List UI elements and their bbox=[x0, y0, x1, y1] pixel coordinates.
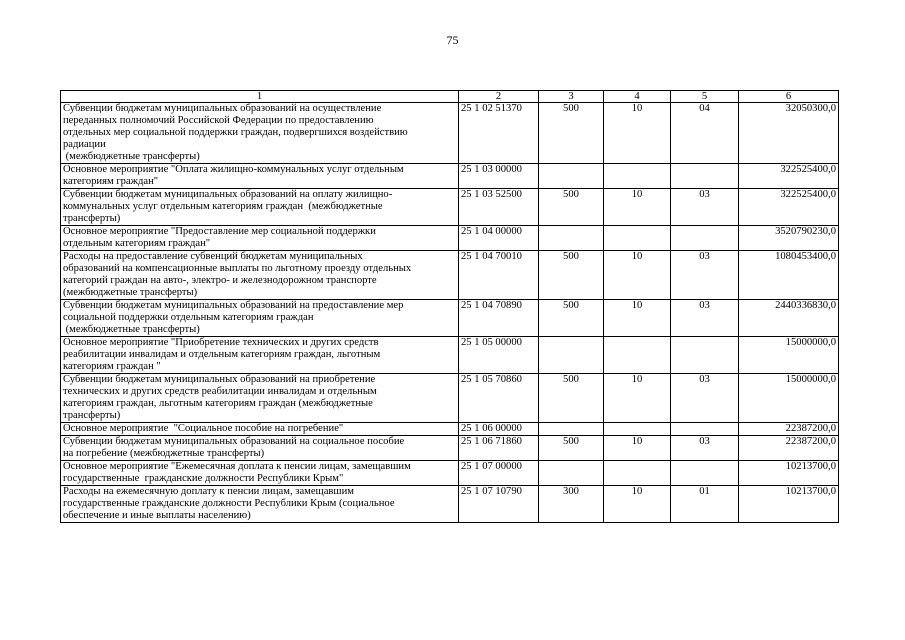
row-code: 25 1 06 71860 bbox=[459, 436, 539, 461]
row-description bbox=[61, 226, 459, 251]
row-description bbox=[61, 436, 459, 461]
row-col-5: 03 bbox=[671, 436, 739, 461]
row-col-3: 500 bbox=[539, 251, 604, 300]
table-row bbox=[61, 189, 839, 226]
row-col-3: 500 bbox=[539, 103, 604, 164]
row-col-3: 500 bbox=[539, 374, 604, 423]
table-row bbox=[61, 461, 839, 486]
row-amount: 322525400,0 bbox=[739, 189, 839, 226]
row-col-3: 300 bbox=[539, 486, 604, 523]
table-row bbox=[61, 103, 839, 164]
description-line: (межбюджетные трансферты) bbox=[63, 287, 198, 298]
description-line: технических и других средств реабилитации инвалидам и отдельным bbox=[63, 386, 377, 397]
header-col-4: 4 bbox=[604, 91, 671, 103]
row-code: 25 1 06 00000 bbox=[459, 423, 539, 436]
description-line: Субвенции бюджетам муниципальных образований на социальное пособие bbox=[63, 436, 405, 447]
description-line: трансферты) bbox=[63, 213, 121, 224]
header-col-2: 2 bbox=[459, 91, 539, 103]
header-col-1: 1 bbox=[61, 91, 459, 103]
row-col-3: 500 bbox=[539, 300, 604, 337]
row-col-5 bbox=[671, 461, 739, 486]
description-line: Основное мероприятие "Ежемесячная доплата к пенсии лицам, замещавшим bbox=[63, 461, 411, 472]
row-col-3: 500 bbox=[539, 189, 604, 226]
row-amount: 3520790230,0 bbox=[739, 226, 839, 251]
row-code: 25 1 03 00000 bbox=[459, 164, 539, 189]
description-line: Основное мероприятие "Приобретение технических и других средств bbox=[63, 337, 379, 348]
table-row bbox=[61, 226, 839, 251]
description-line: Субвенции бюджетам муниципальных образований на предоставление мер bbox=[63, 300, 404, 311]
row-description bbox=[61, 251, 459, 300]
row-description bbox=[61, 423, 459, 436]
description-line: обеспечение и иные выплаты населению) bbox=[63, 510, 251, 521]
row-col-5: 04 bbox=[671, 103, 739, 164]
description-line: отдельных мер социальной поддержки граждан, подвергшихся воздействию bbox=[63, 127, 408, 138]
table-row bbox=[61, 300, 839, 337]
row-amount: 2440336830,0 bbox=[739, 300, 839, 337]
description-line: (межбюджетные трансферты) bbox=[63, 151, 200, 162]
description-line: коммунальных услуг отдельным категориям граждан (межбюджетные bbox=[63, 201, 383, 212]
table-row bbox=[61, 486, 839, 523]
description-line: категориям граждан, льготным категориям граждан (межбюджетные bbox=[63, 398, 373, 409]
row-col-4: 10 bbox=[604, 374, 671, 423]
row-amount: 15000000,0 bbox=[739, 374, 839, 423]
table-row bbox=[61, 164, 839, 189]
description-line: реабилитации инвалидам и отдельным категориям граждан, льготным bbox=[63, 349, 381, 360]
row-code: 25 1 05 00000 bbox=[459, 337, 539, 374]
table-row bbox=[61, 374, 839, 423]
row-description bbox=[61, 486, 459, 523]
row-amount: 10213700,0 bbox=[739, 486, 839, 523]
row-col-5: 03 bbox=[671, 251, 739, 300]
page-number: 75 bbox=[446, 33, 459, 47]
header-col-6: 6 bbox=[739, 91, 839, 103]
row-col-5: 01 bbox=[671, 486, 739, 523]
row-col-4: 10 bbox=[604, 251, 671, 300]
row-col-4 bbox=[604, 461, 671, 486]
description-line: категориям граждан" bbox=[63, 176, 159, 187]
row-col-4: 10 bbox=[604, 103, 671, 164]
header-col-5: 5 bbox=[671, 91, 739, 103]
description-line: социальной поддержки отдельным категориям граждан bbox=[63, 312, 314, 323]
row-description bbox=[61, 337, 459, 374]
row-col-5: 03 bbox=[671, 374, 739, 423]
row-amount: 15000000,0 bbox=[739, 337, 839, 374]
row-col-4: 10 bbox=[604, 486, 671, 523]
description-line: государственные гражданские должности Республики Крым (социальное bbox=[63, 498, 395, 509]
row-amount: 1080453400,0 bbox=[739, 251, 839, 300]
row-amount: 322525400,0 bbox=[739, 164, 839, 189]
row-col-3 bbox=[539, 423, 604, 436]
description-line: трансферты) bbox=[63, 410, 121, 421]
description-line: Основное мероприятие "Предоставление мер социальной поддержки bbox=[63, 226, 376, 237]
description-line: Расходы на предоставление субвенций бюджетам муниципальных bbox=[63, 251, 363, 262]
description-line: переданных полномочий Российской Федерации по предоставлению bbox=[63, 115, 374, 126]
row-col-3 bbox=[539, 226, 604, 251]
row-col-3 bbox=[539, 164, 604, 189]
header-col-3: 3 bbox=[539, 91, 604, 103]
row-code: 25 1 07 10790 bbox=[459, 486, 539, 523]
description-line: радиации bbox=[63, 139, 106, 150]
description-line: на погребение (межбюджетные трансферты) bbox=[63, 448, 265, 459]
row-col-5 bbox=[671, 164, 739, 189]
table-row bbox=[61, 337, 839, 374]
table-body bbox=[61, 103, 839, 523]
description-line: Расходы на ежемесячную доплату к пенсии лицам, замещавшим bbox=[63, 486, 354, 497]
row-description bbox=[61, 461, 459, 486]
table-row bbox=[61, 423, 839, 436]
row-col-4 bbox=[604, 423, 671, 436]
description-line: отдельным категориям граждан" bbox=[63, 238, 211, 249]
description-line: Основное мероприятие "Социальное пособие на погребение" bbox=[63, 423, 344, 434]
row-description bbox=[61, 164, 459, 189]
row-description bbox=[61, 374, 459, 423]
row-code: 25 1 05 70860 bbox=[459, 374, 539, 423]
row-col-4 bbox=[604, 337, 671, 374]
row-description bbox=[61, 103, 459, 164]
row-code: 25 1 04 70890 bbox=[459, 300, 539, 337]
row-col-4 bbox=[604, 226, 671, 251]
row-col-5 bbox=[671, 226, 739, 251]
row-code: 25 1 07 00000 bbox=[459, 461, 539, 486]
description-line: Субвенции бюджетам муниципальных образований на осуществление bbox=[63, 103, 382, 114]
row-col-4: 10 bbox=[604, 189, 671, 226]
row-col-4: 10 bbox=[604, 300, 671, 337]
row-col-5: 03 bbox=[671, 300, 739, 337]
row-col-4: 10 bbox=[604, 436, 671, 461]
description-line: Субвенции бюджетам муниципальных образований на оплату жилищно- bbox=[63, 189, 393, 200]
budget-table bbox=[60, 90, 839, 523]
description-line: Основное мероприятие "Оплата жилищно-коммунальных услуг отдельным bbox=[63, 164, 404, 175]
description-line: категорий граждан на авто-, электро- и железнодорожном транспорте bbox=[63, 275, 377, 286]
row-code: 25 1 04 70010 bbox=[459, 251, 539, 300]
row-col-5 bbox=[671, 337, 739, 374]
row-col-5 bbox=[671, 423, 739, 436]
row-amount: 22387200,0 bbox=[739, 436, 839, 461]
row-col-3: 500 bbox=[539, 436, 604, 461]
row-col-3 bbox=[539, 337, 604, 374]
row-code: 25 1 04 00000 bbox=[459, 226, 539, 251]
table-row bbox=[61, 251, 839, 300]
row-amount: 10213700,0 bbox=[739, 461, 839, 486]
row-amount: 32050300,0 bbox=[739, 103, 839, 164]
description-line: категориям граждан " bbox=[63, 361, 161, 372]
row-col-5: 03 bbox=[671, 189, 739, 226]
row-col-4 bbox=[604, 164, 671, 189]
row-description bbox=[61, 189, 459, 226]
table-header bbox=[61, 91, 839, 103]
description-line: государственные гражданские должности Республики Крым" bbox=[63, 473, 344, 484]
table-row bbox=[61, 436, 839, 461]
row-amount: 22387200,0 bbox=[739, 423, 839, 436]
header-row bbox=[61, 91, 839, 103]
row-col-3 bbox=[539, 461, 604, 486]
description-line: образований на компенсационные выплаты по льготному проезду отдельных bbox=[63, 263, 412, 274]
description-line: Субвенции бюджетам муниципальных образований на приобретение bbox=[63, 374, 376, 385]
row-code: 25 1 02 51370 bbox=[459, 103, 539, 164]
row-description bbox=[61, 300, 459, 337]
row-code: 25 1 03 52500 bbox=[459, 189, 539, 226]
description-line: (межбюджетные трансферты) bbox=[63, 324, 200, 335]
